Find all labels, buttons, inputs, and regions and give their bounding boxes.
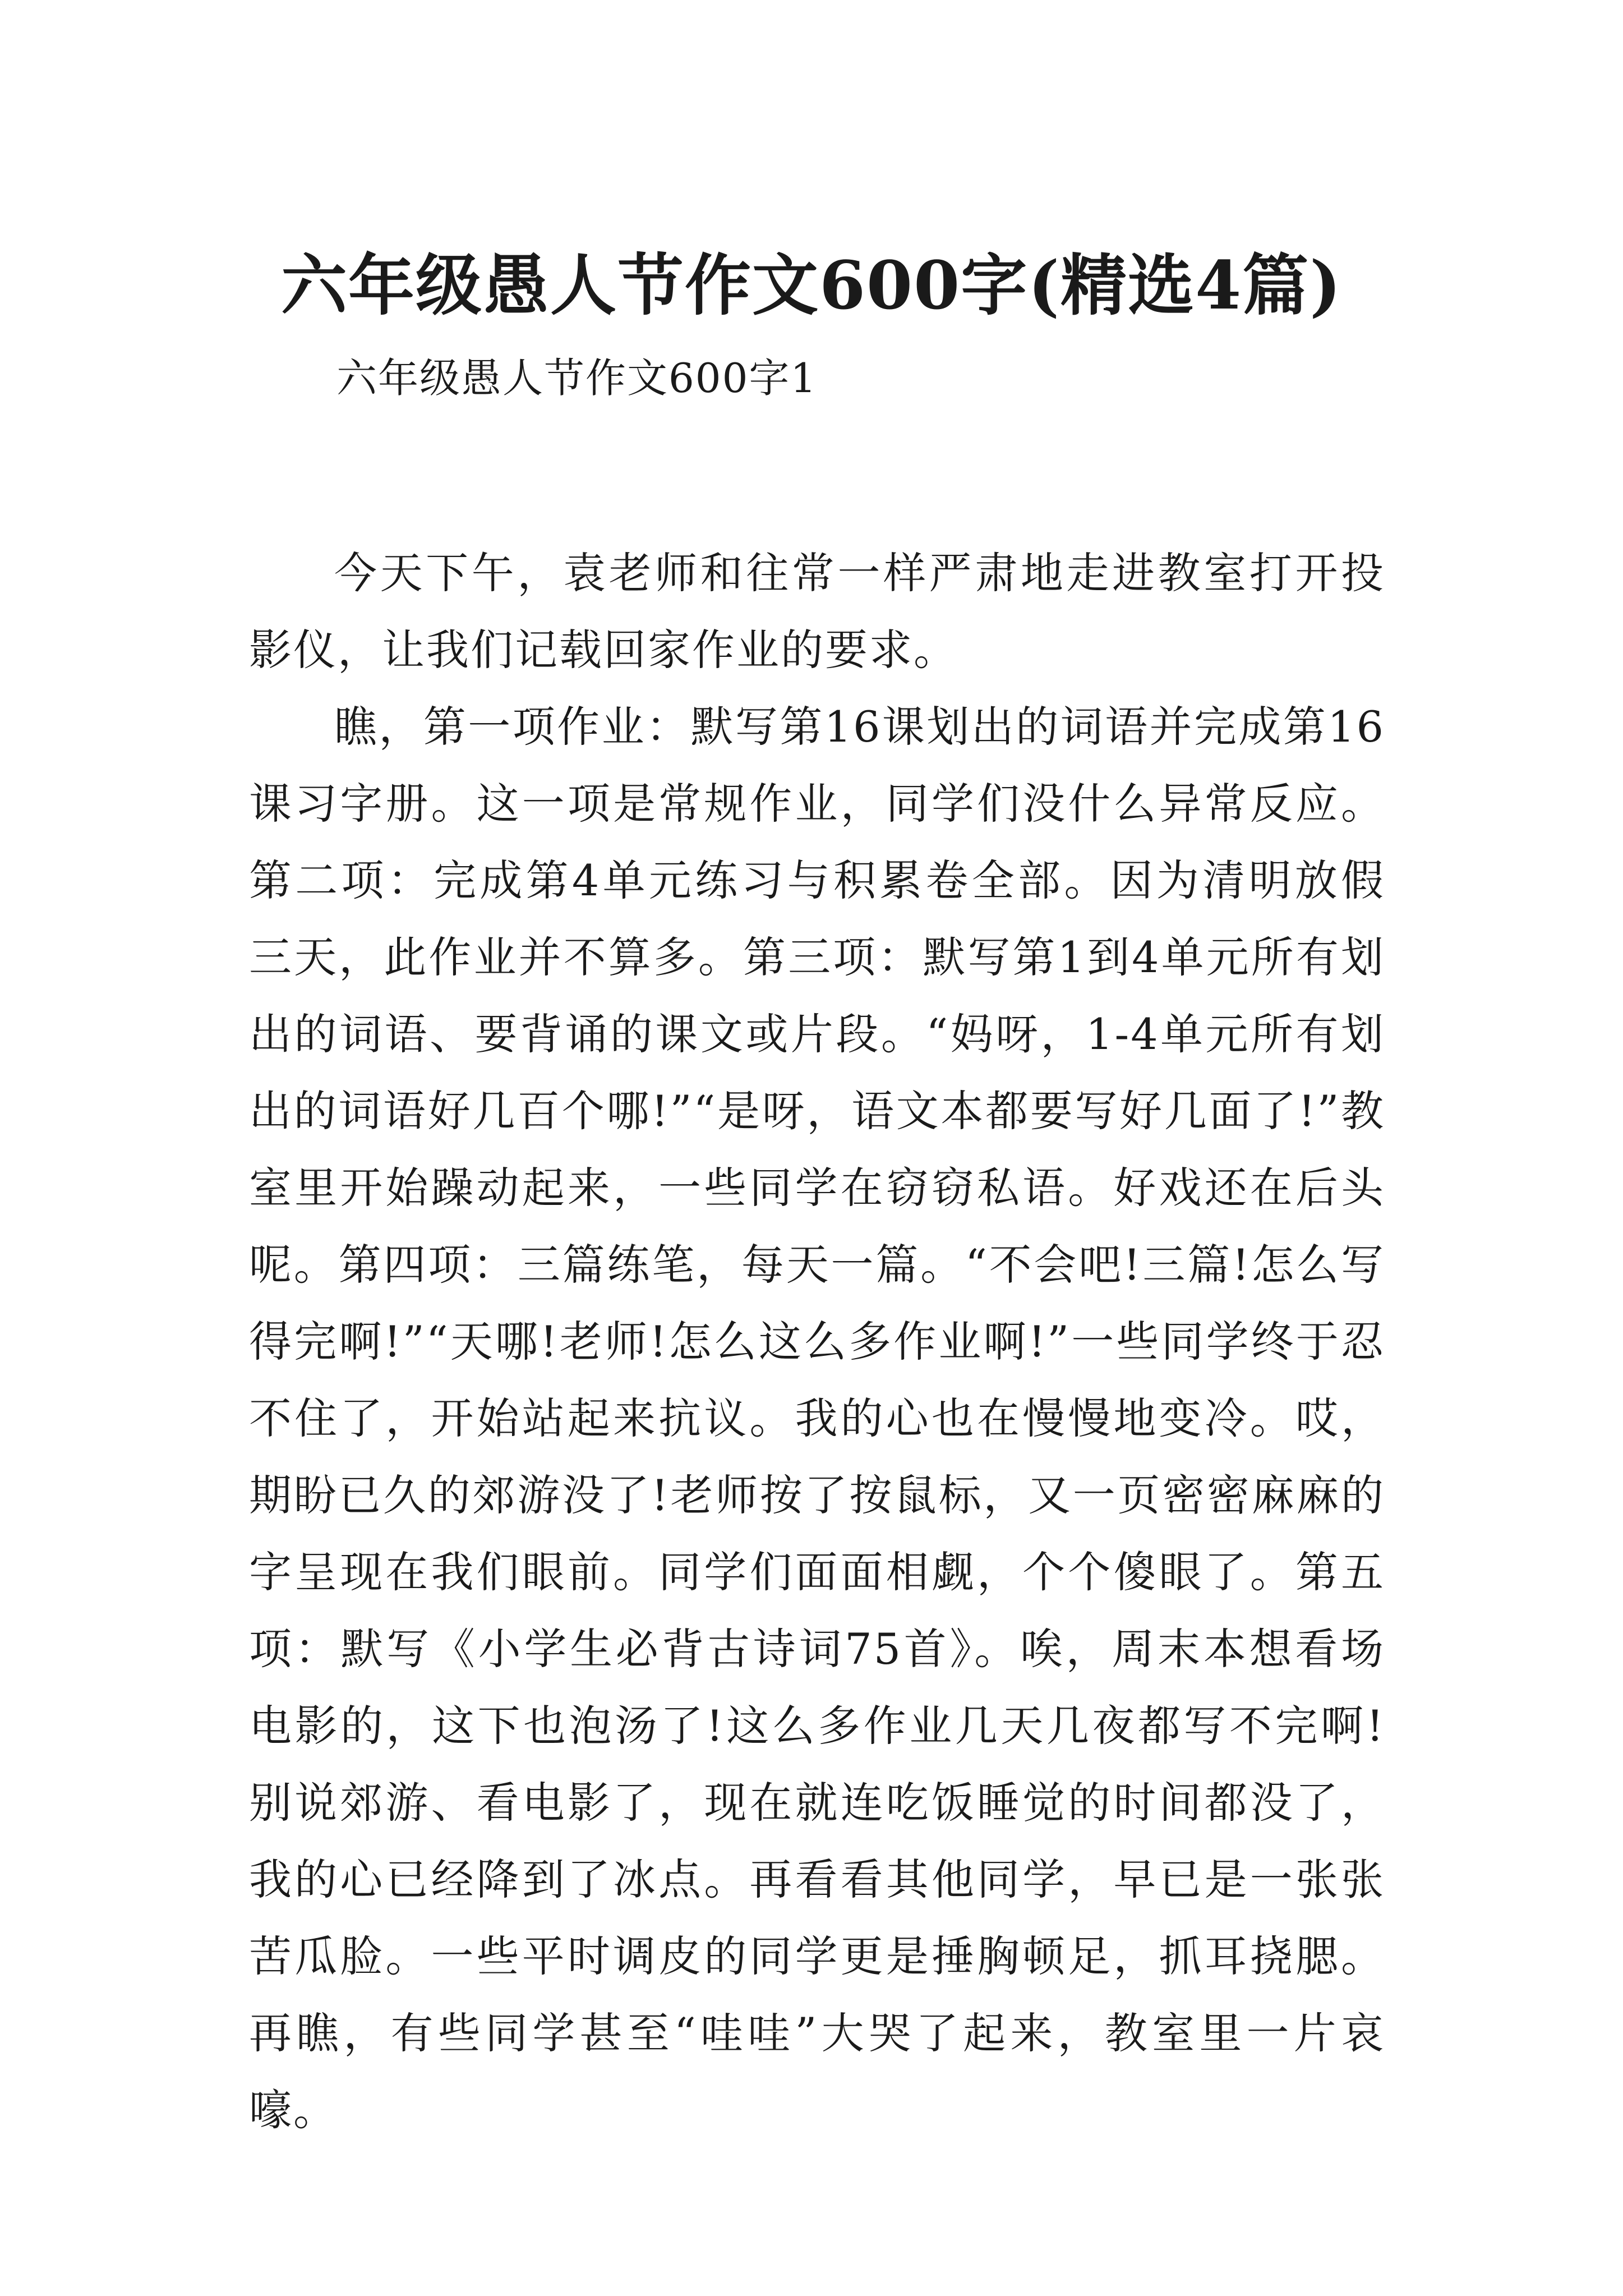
document-title: 六年级愚人节作文600字(精选4篇) (280, 246, 1343, 325)
document-body (249, 535, 1385, 2148)
paragraph-2: 瞧，第一项作业：默写第16课划出的词语并完成第16课习字册。这一项是常规作业，同学们没什么异常反应。第二项：完成第4单元练习与积累卷全部。因为清明放假三天，此作业并不算多。第三项：默写第1到4单元所有划出的词语、要背诵的课文或片段。“妈呀，1-4单元所有划出的词语好几百个哪!”“是呀，语文本都要写好几面了!”教室里开始躁动起来，一些同学在窃窃私语。好戏还在后头呢。第四项：三篇练笔，每天一篇。“不会吧!三篇!怎么写得完啊!”“天哪!老师!怎么这么多作业啊!”一些同学终于忍不住了，开始站起来抗议。我的心也在慢慢地变冷。哎，期盼已久的郊游没了!老师按了按鼠标，又一页密密麻麻的字呈现在我们眼前。同学们面面相觑，个个傻眼了。第五项：默写《小学生必背古诗词75首》。唉，周末本想看场电影的，这下也泡汤了!这么多作业几天几夜都写不完啊!别说郊游、看电影了，现在就连吃饭睡觉的时间都没了，我的心已经降到了冰点。再看看其他同学，早已是一张张苦瓜脸。一些平时调皮的同学更是捶胸顿足，抓耳挠腮。再瞧，有些同学甚至“哇哇”大哭了起来，教室里一片哀嚎。 (249, 702, 1385, 2135)
paragraph-1: 今天下午，袁老师和往常一样严肃地走进教室打开投影仪，让我们记载回家作业的要求。 (249, 548, 1385, 675)
section-heading: 六年级愚人节作文600字1 (336, 355, 818, 402)
